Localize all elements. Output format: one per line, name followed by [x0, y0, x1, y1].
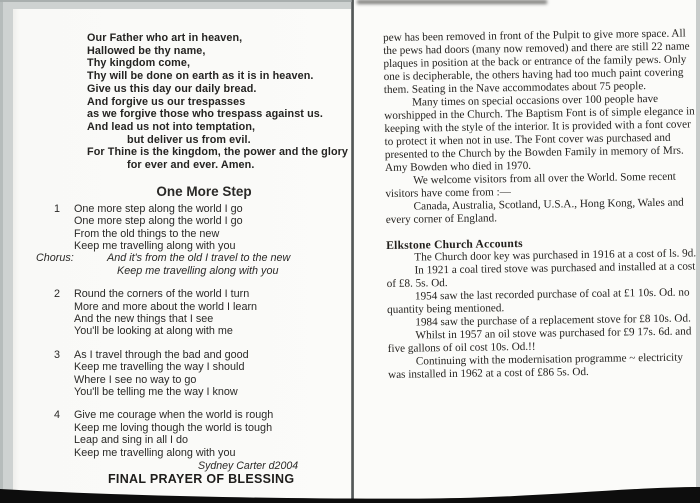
book-edge-shadow	[0, 483, 700, 503]
accounts-paragraph: In 1921 a coal tired stove was purchased and installed at a cost of £8. 5s. Od.	[386, 260, 696, 290]
verse-number: 2	[54, 288, 61, 301]
final-prayer-heading: FINAL PRAYER OF BLESSING	[108, 472, 295, 487]
prayer-line: Hallowed be thy name,	[87, 44, 206, 57]
lords-prayer	[87, 32, 352, 172]
hymn-chorus	[36, 252, 352, 277]
verse-line: And the new things that I see	[74, 312, 214, 325]
prayer-line: For Thine is the kingdom, the power and the glory	[87, 146, 349, 159]
verse-line: As I travel through the bad and good	[74, 348, 249, 361]
accounts-paragraph: 1954 saw the last recorded purchase of coal at £1 10s. Od. no quantity being mentioned.	[387, 286, 690, 316]
verse-line: Where I see no way to go	[74, 373, 197, 386]
accounts-heading: Elkstone Church Accounts	[386, 236, 523, 252]
verse-line: Give me courage when the world is rough	[74, 409, 274, 422]
hymn-verse-4	[54, 409, 352, 459]
body-paragraph: We welcome visitors from all over the World. Some recent visitors have come from :—	[385, 170, 676, 200]
accounts-paragraph: Whilst in 1957 an oil stove was purchased for £9 17s. 6d. and five gallons of oil cost 10s. Od.!!	[387, 325, 692, 355]
verse-lines	[74, 349, 249, 399]
chorus-lines	[107, 252, 290, 277]
right-page-text	[383, 27, 700, 382]
prayer-line: And forgive us our trespasses	[87, 95, 246, 108]
body-paragraph: pew has been removed in front of the Pulpit to give more space. All the pews had doors (many now removed) and there are still 22 name plaques in position at the back or entrance of the family pews. Only one is decipherable, the others having had too much paint covering them. Seating in the Nave accommodates about 75 people.	[383, 27, 690, 96]
scan-top-edge	[0, 0, 352, 2]
prayer-line: Our Father who art in heaven,	[87, 32, 243, 44]
verse-line: From the old things to the new	[74, 227, 220, 240]
verse-lines	[74, 409, 273, 459]
hymn-verse-3	[54, 349, 352, 399]
verse-number: 3	[54, 348, 61, 361]
chorus-line: Keep me travelling along with you	[117, 264, 279, 277]
prayer-line: as we forgive those who trespass against us.	[87, 108, 324, 121]
body-paragraph: Many times on special occasions over 100 people have worshipped in the Church. The Baptism Font is of simple elegance in keeping with the style of the interior. It is provided with a font cover to protect it when not in use. The Font cover was purchased and presented to the Church by the Bowden Family in memory of Mrs. Amy Bowden who died in 1970.	[384, 92, 695, 174]
verse-line: Keep me loving though the world is tough	[74, 421, 273, 434]
hymn-verse-1	[54, 203, 352, 253]
hymn-section	[13, 184, 352, 486]
verse-line: Keep me travelling along with you	[74, 239, 236, 252]
chorus-line: And it's from the old I travel to the new	[107, 252, 291, 265]
hymn-credit: Sydney Carter d2004	[198, 460, 299, 473]
scan-artifact-top	[357, 0, 547, 4]
verse-line: Keep me travelling the way I should	[74, 361, 245, 374]
prayer-line: for ever and ever. Amen.	[127, 159, 255, 172]
verse-line: One more step along the world I go	[74, 215, 243, 228]
verse-lines	[74, 288, 257, 338]
hymn-verse-2	[54, 288, 352, 338]
verse-lines	[74, 203, 243, 253]
prayer-line: Thy kingdom come,	[87, 57, 191, 70]
scan-right-edge	[696, 0, 700, 503]
body-paragraph: Canada, Australia, Scotland, U.S.A., Hong Kong, Wales and every corner of England.	[385, 196, 684, 226]
chorus-label: Chorus:	[36, 252, 74, 265]
prayer-line: Thy will be done on earth as it is in heaven.	[87, 70, 314, 83]
verse-line: Leap and sing in all I do	[74, 434, 189, 447]
verse-line: Round the corners of the world I turn	[74, 288, 250, 301]
prayer-line: but deliver us from evil.	[127, 133, 251, 146]
hymn-title: One More Step	[156, 183, 252, 199]
prayer-line: Give us this day our daily bread.	[87, 82, 257, 95]
verse-line: Keep me travelling along with you	[74, 446, 236, 459]
accounts-paragraph: The Church door key was purchased in 1916 at a cost of ls. 9d.	[414, 247, 697, 264]
verse-line: You'll be looking at along with me	[74, 325, 233, 338]
verse-line: You'll be telling me the way I know	[74, 386, 238, 399]
verse-line: More and more about the world I learn	[74, 300, 258, 313]
verse-number: 1	[54, 202, 61, 215]
left-page	[13, 9, 352, 503]
prayer-line: And lead us not into temptation,	[87, 120, 256, 133]
verse-line: One more step along the world I go	[74, 202, 243, 215]
scan-left-edge	[0, 0, 3, 503]
accounts-paragraph: Continuing with the modernisation programme ~ electricity was installed in 1962 at a cost of £86 5s. Od.	[387, 351, 683, 381]
accounts-paragraph: 1984 saw the purchase of a replacement stove for £8 10s. Od.	[415, 312, 691, 329]
verse-number: 4	[54, 409, 61, 422]
right-page	[354, 0, 696, 503]
